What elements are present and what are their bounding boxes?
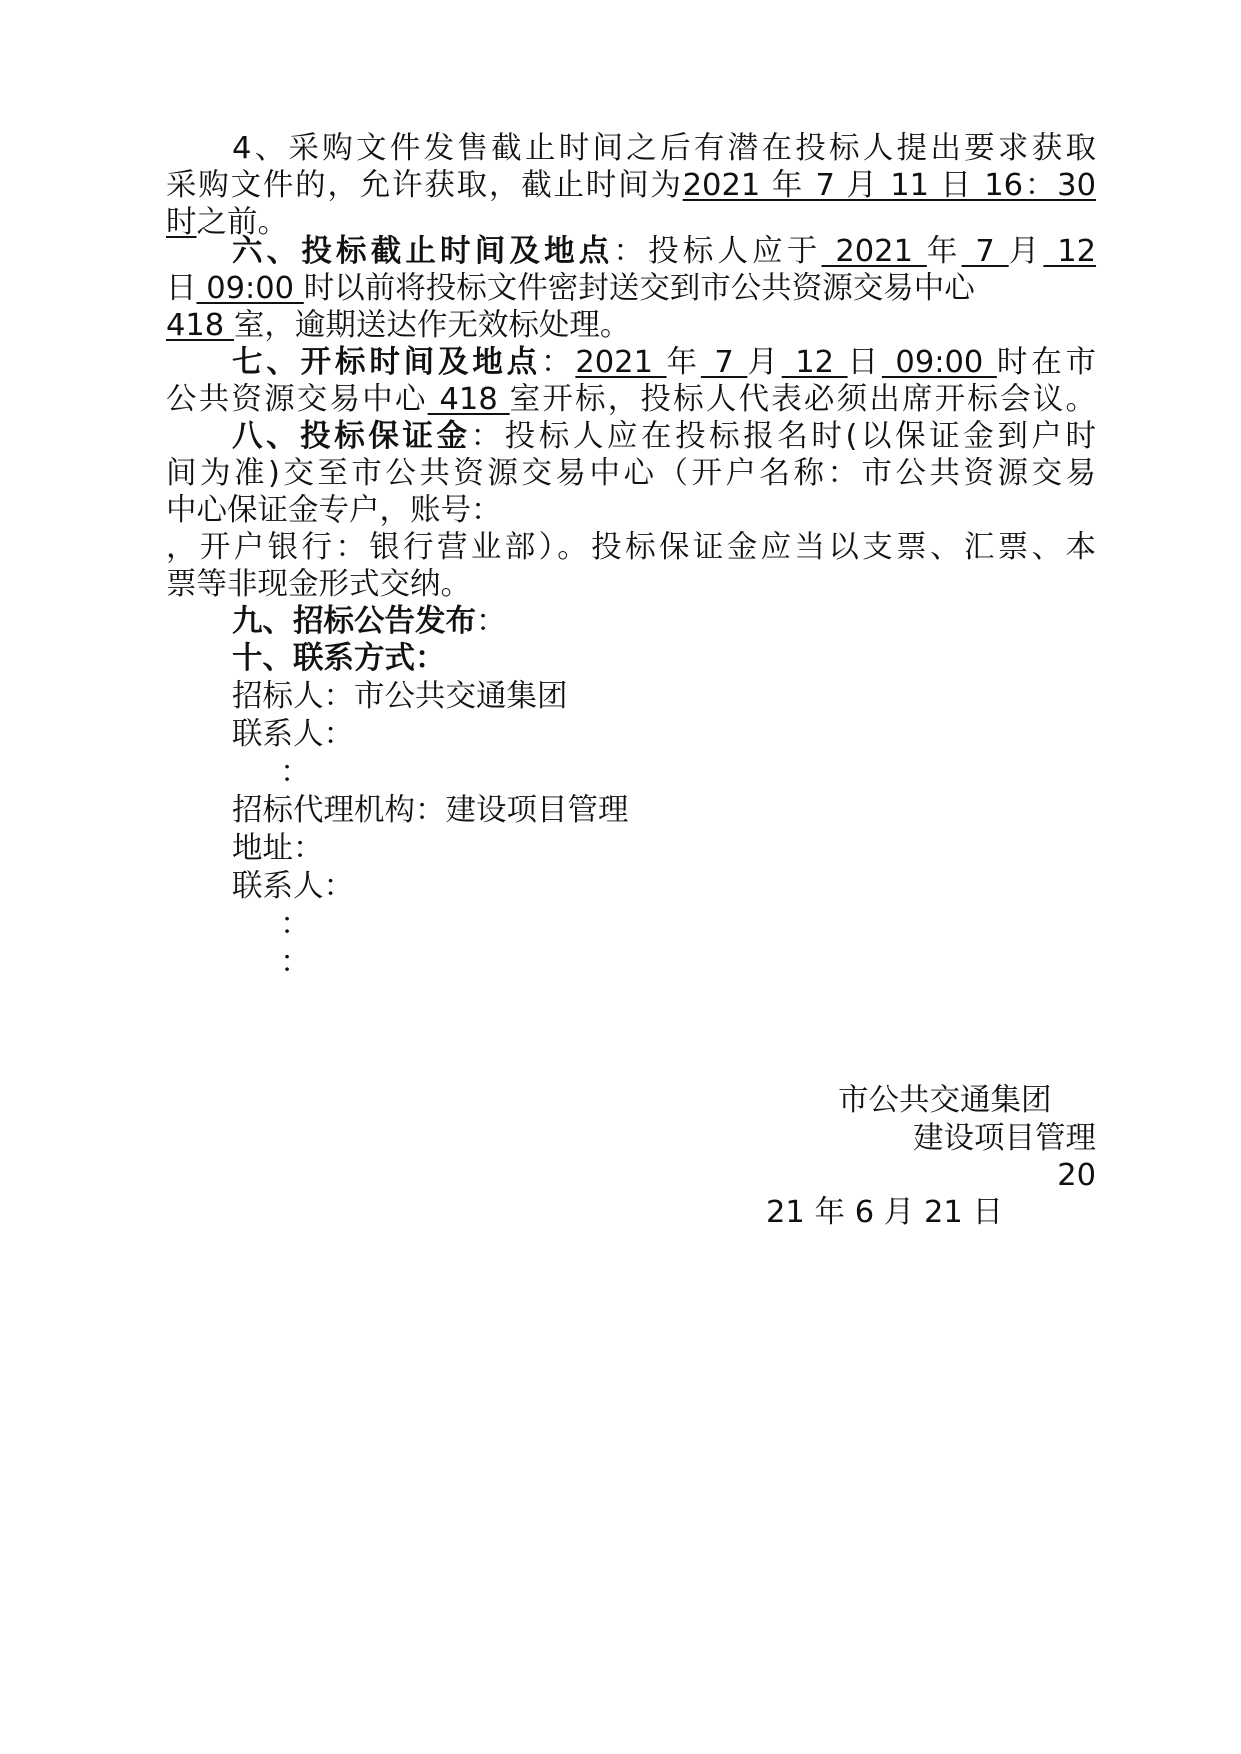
section8-line3 <box>166 492 1096 529</box>
section7-yue: 月 <box>747 345 782 380</box>
contact2-text: 联系人： <box>232 869 354 904</box>
colon1-line <box>280 754 380 791</box>
colon1-text: ： <box>280 755 311 790</box>
section8-line4 <box>166 529 1096 566</box>
signature-date-a: 20 <box>1057 1158 1096 1193</box>
section10-heading-line <box>232 640 1096 677</box>
section8-line1 <box>232 418 1096 455</box>
section8-line2 <box>166 455 1096 492</box>
section6-month: 7 <box>961 234 1009 269</box>
contact2-line <box>232 868 1096 905</box>
section7-text3: 室开标，投标人代表必须出席开标会议。 <box>509 382 1097 417</box>
signature-org1: 市公共交通集团 <box>838 1083 1052 1118</box>
section7-room: 418 <box>427 382 510 417</box>
section6-day: 12 <box>1043 234 1097 269</box>
section6-yue: 月 <box>1008 234 1044 269</box>
section7-heading: 七、开标时间及地点 <box>232 345 542 380</box>
agency-line <box>232 792 1096 829</box>
contact1-line <box>232 716 1096 753</box>
section8-text4: ，开户银行：银行营业部）。投标保证金应当以支票、汇票、本 <box>166 530 1096 565</box>
tenderer-text: 招标人：市公共交通集团 <box>232 679 568 714</box>
section7-year: 2021 <box>575 345 667 380</box>
section6-ri: 日 <box>166 271 197 306</box>
section6-text3: 室，逾期送达作无效标处理。 <box>233 308 631 343</box>
signature-org2: 建设项目管理 <box>913 1121 1096 1156</box>
section9-colon: ： <box>476 604 507 639</box>
colon3-text: ： <box>280 945 311 980</box>
section6-colon: ： <box>613 234 649 269</box>
section6-heading: 六、投标截止时间及地点 <box>232 234 614 269</box>
section8-text3: 中心保证金专户，账号： <box>166 493 502 528</box>
tenderer-line <box>232 678 1096 715</box>
section8-text1: ：投标人应在投标报名时(以保证金到户时 <box>470 419 1096 454</box>
section9-heading: 九、招标公告发布 <box>232 604 476 639</box>
section7-line2 <box>166 381 1096 418</box>
section7-ri: 日 <box>847 345 882 380</box>
section7-colon: ： <box>541 345 576 380</box>
section6-text2: 时以前将投标文件密封送交到市公共资源交易中心 <box>303 271 975 306</box>
section7-text2: 公共资源交易中心 <box>166 382 428 417</box>
section8-text2: 间为准)交至市公共资源交易中心（开户名称：市公共资源交易 <box>166 456 1096 491</box>
section6-room: 418 <box>166 308 234 343</box>
section7-nian: 年 <box>666 345 701 380</box>
section6-line1 <box>232 233 1096 270</box>
section10-heading: 十、联系方式： <box>232 641 446 676</box>
address-line <box>232 830 1096 867</box>
section8-text5: 票等非现金形式交纳。 <box>166 567 471 602</box>
section4-deadline-tail: 时 <box>166 205 197 240</box>
section7-month: 7 <box>700 345 748 380</box>
colon3-line <box>280 944 380 981</box>
section9-line <box>232 603 1096 640</box>
section4-text-post: 之前。 <box>196 205 288 240</box>
colon2-line <box>280 906 380 943</box>
section7-text1: 时在市 <box>996 345 1097 380</box>
section6-line3 <box>166 307 1096 344</box>
section4-text-pre: 采购文件的，允许获取，截止时间为 <box>166 168 683 203</box>
section8-heading: 八、投标保证金 <box>232 419 471 454</box>
section4-text: 4、采购文件发售截止时间之后有潜在投标人提出要求获取 <box>232 131 1096 166</box>
agency-text: 招标代理机构：建设项目管理 <box>232 793 629 828</box>
section6-nian: 年 <box>926 234 962 269</box>
colon2-text: ： <box>280 907 311 942</box>
section7-line1 <box>232 344 1096 381</box>
section6-text1: 投标人应于 <box>648 234 822 269</box>
section7-time: 09:00 <box>881 345 997 380</box>
section6-time: 09:00 <box>196 271 304 306</box>
section4-line1 <box>232 130 1096 167</box>
signature-date-b: 21 年 6 月 21 日 <box>766 1195 1004 1230</box>
contact1-text: 联系人： <box>232 717 354 752</box>
section4-deadline: 2021 年 7 月 11 日 16：30 <box>682 168 1096 203</box>
section6-line2 <box>166 270 1096 307</box>
address-text: 地址： <box>232 831 324 866</box>
section4-line2 <box>166 167 1096 204</box>
section8-line5 <box>166 566 1096 603</box>
section7-day: 12 <box>781 345 848 380</box>
section6-year: 2021 <box>821 234 927 269</box>
